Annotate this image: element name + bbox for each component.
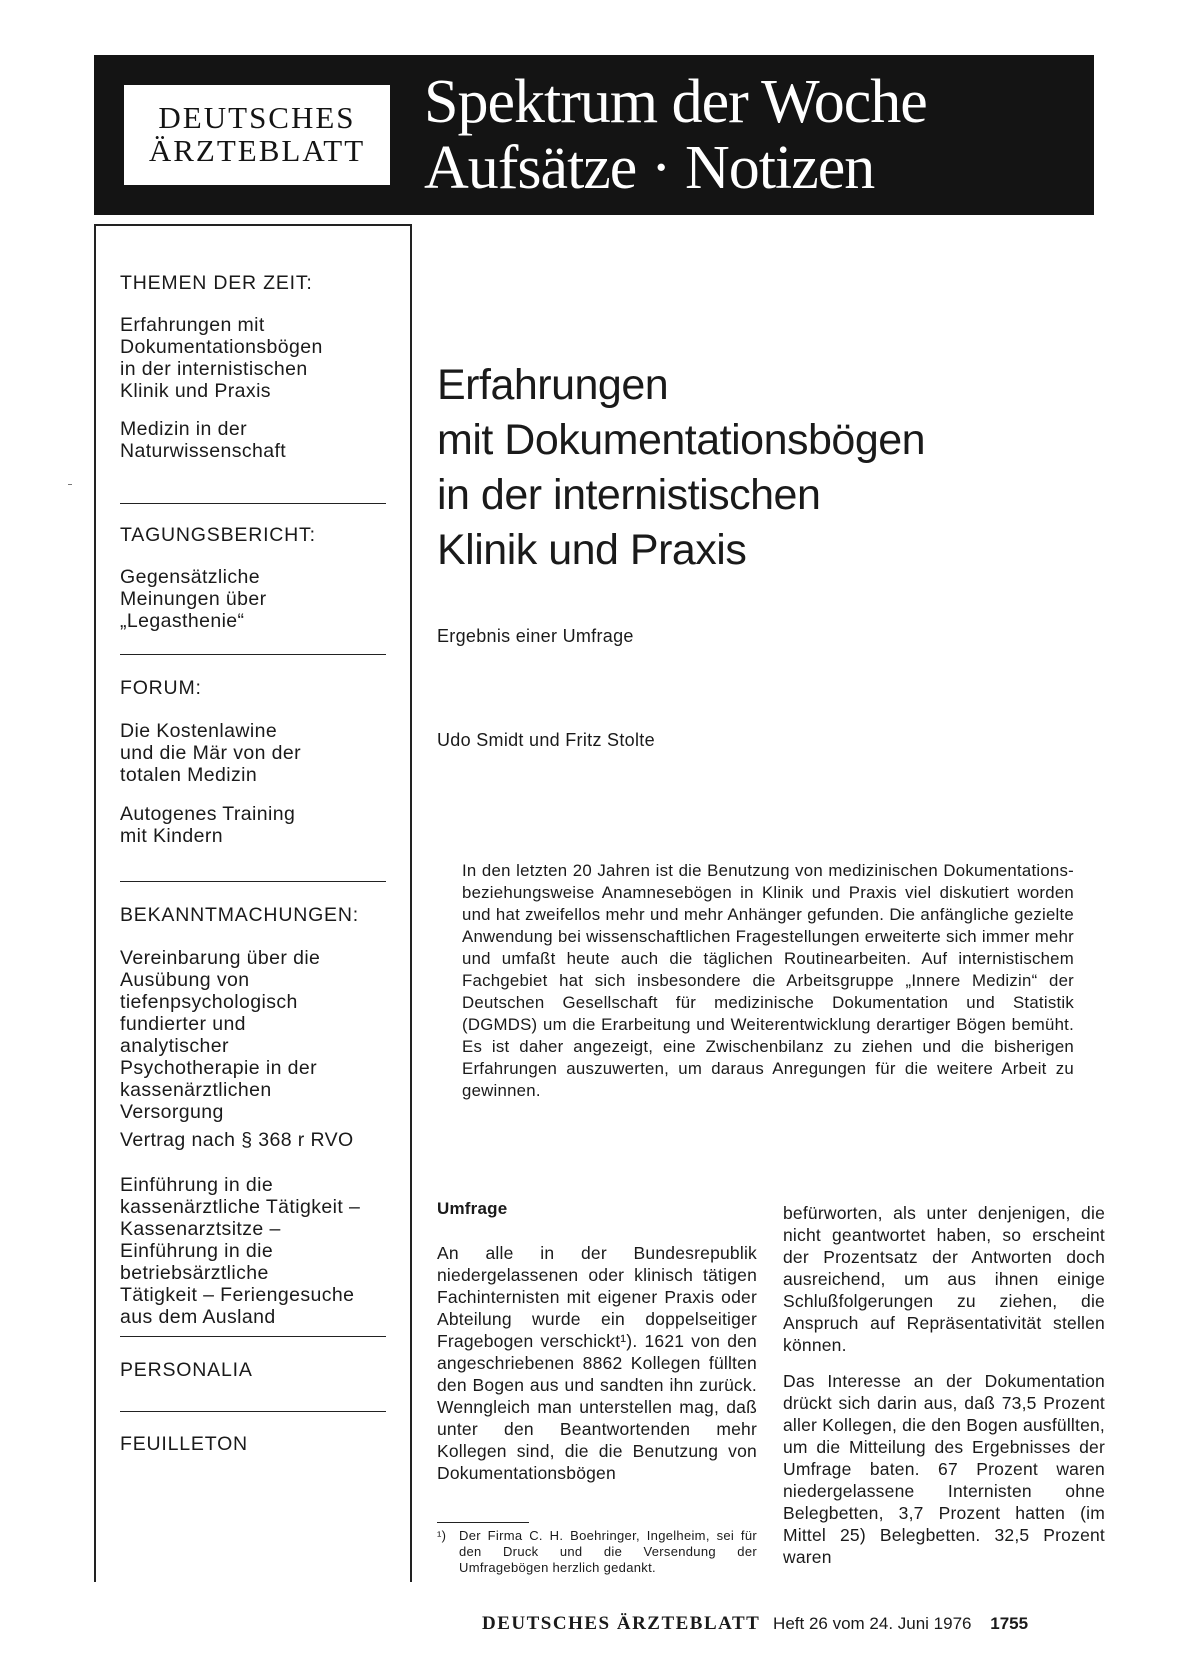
sidebar-item-autogenes-training[interactable]: Autogenes Training mit Kindern	[120, 803, 296, 847]
page-number: 1755	[990, 1614, 1029, 1633]
body-paragraph: befürworten, als unter denjenigen, die nicht geantwortet haben, so erscheint der Prozentsatz der Antworten doch ausreichend, um aus ihnen einige Schlußfolgerungen zu ziehen, die Anspruch auf Repräsentativität stellen können.	[783, 1203, 1105, 1355]
section-title-line-1: Spektrum der Woche	[424, 68, 927, 136]
footer-issue: Heft 26 vom 24. Juni 1976	[773, 1614, 972, 1633]
logo-line-2: ÄRZTEBLATT	[148, 133, 366, 168]
footnote-marker: ¹)	[437, 1528, 447, 1543]
body-paragraph: An alle in der Bundesrepublik niedergelassenen oder klinisch tätigen Fachinternisten mit eigener Praxis oder Abteilung wurde ein doppelseitiger Fragebogen verschickt¹). 1621 von den angeschriebenen 8862 Kollegen füllten den Bogen aus und sandten ihn zurück. Wenngleich man unterstellen mag, daß unter den Beantwortenden mehr Kollegen sind, die die Benutzung von Dokumentationsbögen	[437, 1243, 757, 1483]
sidebar-divider	[120, 1411, 386, 1412]
article-subtitle: Ergebnis einer Umfrage	[437, 626, 634, 646]
article-authors: Udo Smidt und Fritz Stolte	[437, 730, 655, 750]
sidebar-divider	[120, 654, 386, 655]
article-title-line-4: Klinik und Praxis	[437, 526, 747, 574]
body-column-right	[783, 1202, 1105, 1582]
sidebar-heading-forum: FORUM:	[120, 677, 202, 699]
article-title	[437, 358, 1077, 578]
sidebar-heading-feuilleton[interactable]: FEUILLETON	[120, 1433, 248, 1455]
logo-line-1: DEUTSCHES	[158, 100, 356, 135]
sidebar-item-legasthenie[interactable]: Gegensätzliche Meinungen über „Legasthenie“	[120, 566, 267, 632]
sidebar-item-vertrag[interactable]: Vertrag nach § 368 r RVO	[120, 1129, 354, 1151]
section-heading-umfrage: Umfrage	[437, 1199, 508, 1218]
masthead-banner	[94, 55, 1094, 215]
article-title-line-2: mit Dokumentationsbögen	[437, 416, 926, 464]
sidebar-item-erfahrungen[interactable]: Erfahrungen mit Dokumentationsbögen in der internistischen Klinik und Praxis	[120, 314, 323, 402]
article-abstract: In den letzten 20 Jahren ist die Benutzung von medizinischen Dokumentations- beziehungsweise Anamnesebögen in Klinik und Praxis viel diskutiert worden und hat zweifellos mehr und mehr Anhänger gefunden. Die anfängliche gezielte Anwendung bei wissenschaftlichen Fragestellungen erweiterte sich immer mehr und umfaßt heute auch die täglichen Routinearbeiten. Auf internistischem Fachgebiet hat sich insbesondere die Arbeitsgruppe „Innere Medizin“ der Deutschen Gesellschaft für medizinische Dokumentation und Statistik (DGMDS) um die Erarbeitung und Weiterentwicklung derartiger Bögen bemüht. Es ist daher angezeigt, eine Zwischenbilanz zu ziehen und die bisherigen Erfahrungen auszuwerten, um daraus Anregungen für die weitere Arbeit zu gewinnen.	[462, 861, 1074, 1100]
sidebar-divider	[120, 503, 386, 504]
sidebar-divider	[120, 1336, 386, 1337]
sidebar-item-kostenlawine[interactable]: Die Kostenlawine und die Mär von der totalen Medizin	[120, 720, 302, 786]
sidebar-item-einfuehrung[interactable]: Einführung in die kassenärztliche Tätigkeit – Kassenarztsitze – Einführung in die betriebsärztliche Tätigkeit – Feriengesuche aus dem Ausland	[120, 1174, 361, 1328]
body-paragraph: Das Interesse an der Dokumentation drückt sich darin aus, daß 73,5 Prozent aller Kollegen, die den Bogen ausfüllten, um die Mitteilung des Ergebnisses der Umfrage baten. 67 Prozent waren niedergelassene Internisten ohne Belegbetten, 3,7 Prozent hatten (im Mittel 25) Belegbetten. 32,5 Prozent waren	[783, 1371, 1105, 1567]
sidebar-item-vereinbarung[interactable]: Vereinbarung über die Ausübung von tiefenpsychologisch fundierter und analytischer Psychotherapie in der kassenärztlichen Versorgung	[120, 947, 321, 1123]
section-title-line-2: Aufsätze · Notizen	[424, 134, 875, 202]
contents-sidebar	[94, 224, 412, 1582]
sidebar-divider	[120, 881, 386, 882]
footnote-text: Der Firma C. H. Boehringer, Ingelheim, sei für den Druck und die Versendung der Umfragebögen herzlich gedankt.	[459, 1528, 757, 1575]
footnote	[437, 1528, 757, 1576]
section-title	[424, 69, 927, 201]
footer-journal-name: DEUTSCHES ÄRZTEBLATT	[482, 1613, 761, 1634]
page-footer	[482, 1613, 1102, 1635]
body-column-left	[437, 1198, 757, 1498]
sidebar-heading-themen: THEMEN DER ZEIT:	[120, 272, 313, 294]
sidebar-heading-bekanntmachungen: BEKANNTMACHUNGEN:	[120, 904, 359, 926]
sidebar-item-medizin[interactable]: Medizin in der Naturwissenschaft	[120, 418, 287, 462]
scan-speck	[68, 484, 72, 485]
journal-logo	[122, 83, 392, 187]
sidebar-heading-tagungsbericht: TAGUNGSBERICHT:	[120, 524, 316, 546]
sidebar-heading-personalia[interactable]: PERSONALIA	[120, 1359, 253, 1381]
article-title-line-1: Erfahrungen	[437, 361, 669, 409]
article-title-line-3: in der internistischen	[437, 471, 821, 519]
footnote-divider	[437, 1522, 529, 1523]
